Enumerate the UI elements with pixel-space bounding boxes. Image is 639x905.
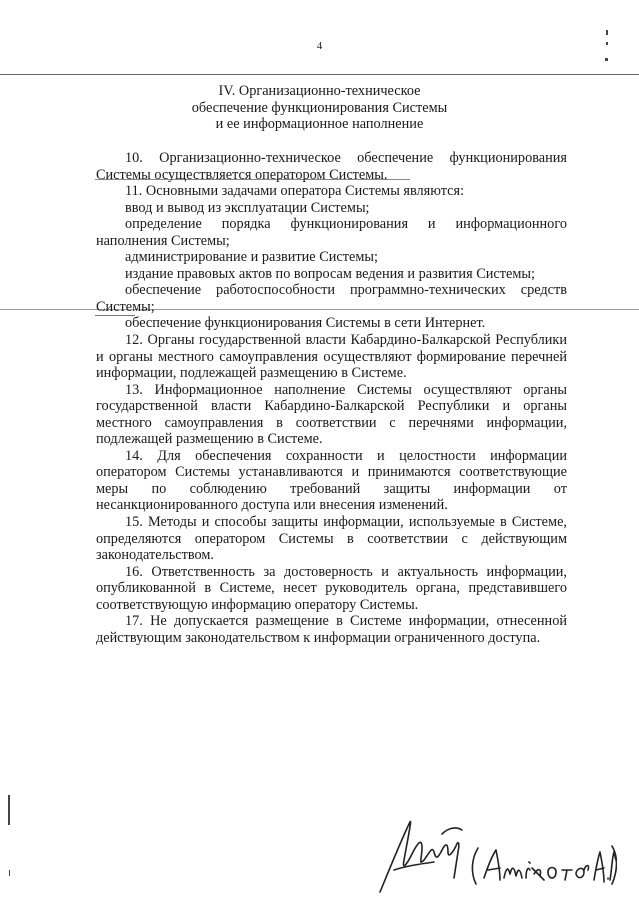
paragraph: 13. Информационное наполнение Системы осуществляют органы государственной власти Кабардино-Балкарской Республики и органы местного самоуправления в соответствии с перечнями информации, подлежащей размещению в Системе. (96, 381, 567, 448)
paragraph: 12. Органы государственной власти Кабардино-Балкарской Республики и органы местного самоуправления осуществляют формирование перечней информации, подлежащей размещению в Системе. (96, 332, 567, 382)
list-item: определение порядка функционирования и информационного наполнения Системы; (96, 216, 567, 249)
list-item: администрирование и развитие Системы; (125, 249, 378, 266)
scan-edge-mark (606, 42, 608, 45)
paragraph: 17. Не допускается размещение в Системе информации, отнесенной действующим законодательством к информации ограниченного доступа. (96, 613, 567, 646)
paragraph: 15. Методы и способы защиты информации, используемые в Системе, определяются оператором Системы в соответствии с действующим законодательством. (96, 514, 567, 564)
list-item: ввод и вывод из эксплуатации Системы; (125, 199, 370, 216)
section-title-line: IV. Организационно-техническое (218, 83, 421, 99)
scan-edge-mark (9, 870, 10, 876)
list-item: издание правовых актов по вопросам ведения и развития Системы; (125, 265, 535, 282)
section-title (0, 83, 639, 133)
section-title-line: и ее информационное наполнение (215, 116, 424, 132)
scan-edge-mark (605, 58, 608, 61)
page-number: 4 (316, 40, 323, 52)
section-title-line: обеспечение функционирования Системы (191, 99, 448, 116)
document-body (96, 150, 567, 646)
scan-edge-mark (606, 30, 608, 35)
list-item: обеспечение работоспособности программно-технических средств Системы; (96, 282, 567, 315)
scan-artifact-line (0, 74, 639, 75)
handwritten-signature (372, 808, 617, 900)
paragraph: 10. Организационно-техническое обеспечение функционирования Системы осуществляется оператором Системы. (96, 150, 567, 183)
scan-edge-mark (8, 795, 10, 825)
paragraph: 16. Ответственность за достоверность и актуальность информации, опубликованной в Системе, несет руководитель органа, представившего соответствующую информацию оператору Системы. (96, 563, 567, 613)
paragraph: 14. Для обеспечения сохранности и целостности информации оператором Системы устанавливаются и принимаются соответствующие меры по соблюдению требований защиты информации от несанкционированного доступа или внесения изменений. (96, 447, 567, 514)
paragraph: 11. Основными задачами оператора Системы являются: (125, 183, 465, 200)
list-item: обеспечение функционирования Системы в сети Интернет. (125, 315, 486, 332)
